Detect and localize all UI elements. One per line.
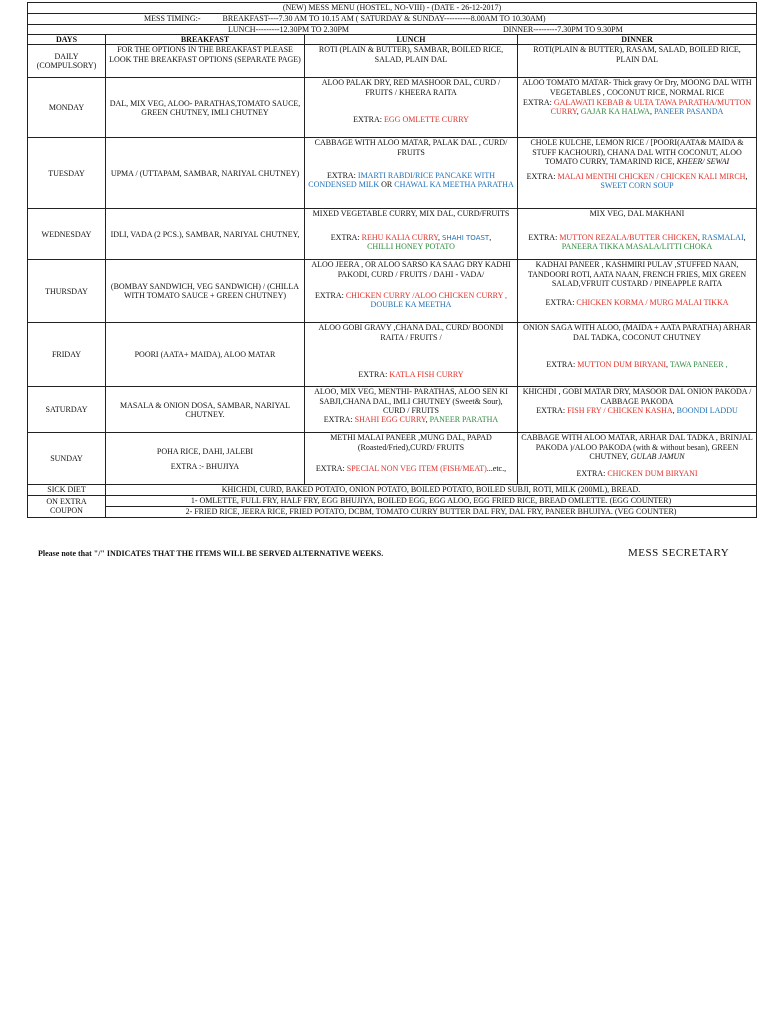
wednesday-breakfast: IDLI, VADA (2 PCS.), SAMBAR, NARIYAL CHUTNEY, [106,209,305,260]
extra-label: EXTRA: [526,171,556,181]
day-sunday: SUNDAY [28,433,106,485]
extra-label: EXTRA: [315,463,345,473]
row-monday [28,78,757,138]
thursday-lunch [305,260,518,323]
tuesday-lunch-items: CABBAGE WITH ALOO MATAR, PALAK DAL , CURD/ FRUITS [314,138,508,157]
mess-menu-table [27,2,757,518]
day-extra-coupon: ON EXTRA COUPON [28,495,106,517]
monday-breakfast: DAL, MIX VEG, ALOO- PARATHAS,TOMATO SAUCE, GREEN CHUTNEY, IMLI CHUTNEY [106,78,305,138]
sunday-lunch-items-2: ,CURD/ FRUITS [408,442,465,452]
day-daily: DAILY (COMPULSORY) [28,45,106,78]
wednesday-lunch-items: MIXED VEGETABLE CURRY, MIX DAL, CURD/FRUITS [312,209,510,219]
extra-label: EXTRA: [545,297,575,307]
row-saturday [28,387,757,433]
wednesday-dinner: MIX VEG, DAL MAKHANI EXTRA: MUTTON REZALA/BUTTER CHICKEN, RASMALAI, PANEERA TIKKA MASALA/LITTI CHOKA [518,209,757,260]
extra-label: EXTRA: [327,170,356,180]
timing-row-2 [28,25,757,35]
friday-lunch [305,323,518,387]
extra-label: EXTRA: [528,232,558,242]
monday-lunch-items: ALOO PALAK DRY, RED MASHOOR DAL, CURD / FRUITS / KHEERA RAITA [321,78,501,97]
friday-dinner: ONION SAGA WITH ALOO, (MAIDA + AATA PARATHA) ARHAR DAL TADKA, COCONUT CHUTNEY EXTRA: MUTTON DUM BIRYANI, TAWA PANEER , [518,323,757,387]
day-friday: FRIDAY [28,323,106,387]
saturday-lunch: ALOO, MIX VEG, MENTHI- PARATHAS, ALOO SEN KI SABJI,CHANA DAL, IMLI CHUTNEY (Sweet& Sour), CURD / FRUITS EXTRA: SHAHI EGG CURRY, PANEER PARATHA [305,387,518,433]
etc-text: ...etc., [486,463,507,473]
sunday-dinner-items-2: , GREEN CHUTNEY, [589,442,739,461]
wednesday-lunch: MIXED VEGETABLE CURRY, MIX DAL, CURD/FRUITS EXTRA: REHU KALIA CURRY, SHAHI TOAST, CHILLI HONEY POTATO [305,209,518,260]
column-header-row [28,35,757,45]
saturday-dinner-items: KHICHDI , GOBI MATAR DRY, MASOOR DAL ONION PAKODA / CABBAGE PAKODA [522,387,752,406]
monday-dinner-items: ALOO TOMATO MATAR- [522,78,612,88]
sunday-breakfast-items: POHA RICE, DAHI, JALEBI [156,446,254,456]
daily-lunch: ROTI (PLAIN & BUTTER), SAMBAR, BOILED RICE, SALAD, PLAIN DAL [305,45,518,78]
tuesday-dinner-items: CHOLE KULCHE, LEMON RICE / [POORI(AATA& MAIDA & STUFF KACHOURI), CHANA DAL WITH COCONUT, ALOO TOMATO CURRY, TAMARIND RICE, [530,138,744,166]
saturday-lunch-items: ALOO, MIX VEG, MENTHI- PARATHAS, ALOO SEN KI SABJI,CHANA DAL, IMLI CHUTNEY [314,387,508,406]
extra-coupon-line-1: 1- OMLETTE, FULL FRY, HALF FRY, EGG BHUJIYA, BOILED EGG, EGG ALOO, EGG FRIED RICE, BREAD OMLETTE. (EGG COUNTER) [106,495,757,506]
thursday-breakfast: (BOMBAY SANDWICH, VEG SANDWICH) / (CHILLA WITH TOMATO SAUCE + GREEN CHUTNEY) [106,260,305,323]
row-sunday [28,433,757,485]
breakfast-timing: BREAKFAST----7.30 AM TO 10.15 AM ( SATURDAY & SUNDAY----------8.00AM TO 10.30AM) [222,14,546,23]
tuesday-dinner: CHOLE KULCHE, LEMON RICE / [POORI(AATA& MAIDA & STUFF KACHOURI), CHANA DAL WITH COCONUT, ALOO TOMATO CURRY, TAMARIND RICE, KHEER/ SEWAI EXTRA: MALAI MENTHI CHICKEN / CHICKEN KALI MIRCH, SWEET CORN SOUP [518,138,757,209]
saturday-lunch-extra-1: SHAHI EGG CURRY [354,414,426,424]
col-days: DAYS [28,35,106,45]
monday-dinner [518,78,757,138]
sunday-lunch-extra: SPECIAL NON VEG ITEM (FISH/MEAT) [346,463,487,473]
friday-dinner-items: ONION SAGA WITH ALOO, (MAIDA + AATA PARATHA) ARHAR DAL TADKA, COCONUT CHUTNEY [523,323,751,342]
saturday-lunch-items-2: CURD / [382,405,410,415]
sunday-lunch-items: METHI MALAI PANEER ,MUNG DAL, PAPAD [330,433,492,443]
saturday-lunch-note: (Sweet& Sour), [452,396,503,406]
sunday-breakfast-extra: EXTRA :- BHUJIYA [170,461,240,471]
alternative-weeks-note: Please note that "/" INDICATES THAT THE ITEMS WILL BE SERVED ALTERNATIVE WEEKS. [38,549,384,558]
monday-dinner-extra-3: PANEER PASANDA [653,106,724,116]
saturday-lunch-extra-2: PANEER PARATHA [429,414,499,424]
row-extra-coupon-2 [28,506,757,517]
row-thursday [28,260,757,323]
tuesday-lunch [305,138,518,209]
monday-dinner-items-2: , MOONG DAL WITH VEGETABLES , COCONUT RICE, NORMAL RICE [549,78,752,97]
thursday-lunch-extra-2: DOUBLE KA MEETHA [370,299,452,309]
menu-title: (NEW) MESS MENU (HOSTEL, NO-VIII) - (DATE - 26-12-2017) [28,3,757,14]
extra-label: EXTRA: [522,97,552,107]
tuesday-lunch-extra-2: CHAWAL KA MEETHA PARATHA [394,179,514,189]
tuesday-dinner-dessert: KHEER/ SEWAI [676,156,730,166]
extra-label: EXTRA: [546,359,576,369]
row-sick-diet [28,485,757,495]
sunday-breakfast [106,433,305,485]
separator: , [649,106,652,116]
row-wednesday [28,209,757,260]
tuesday-dinner-extra-1: MALAI MENTHI CHICKEN / CHICKEN KALI MIRCH [557,171,746,181]
sunday-dinner-items: CABBAGE WITH ALOO MATAR, ARHAR DAL TADKA , BRINJAL PAKODA )/ALOO PAKODA [521,433,753,452]
monday-lunch [305,78,518,138]
thursday-dinner [518,260,757,323]
sunday-dinner-extra: CHICKEN DUM BIRYANI [607,468,698,478]
extra-label: EXTRA: [314,290,344,300]
sunday-dinner-note: (with & without besan) [633,442,708,452]
extra-label: EXTRA: [576,468,606,478]
friday-lunch-items: ALOO GOBI GRAVY ,CHANA DAL, CURD/ BOONDI RAITA / FRUITS / [318,323,504,342]
col-lunch: LUNCH [305,35,518,45]
monday-dinner-note: Thick gravy Or Dry [613,78,677,88]
wednesday-lunch-extra-2: SHAHI TOAST [441,233,490,242]
sick-diet-items: KHICHDI, CURD, BAKED POTATO, ONION POTATO, BOILED POTATO, BOILED SUBJI, ROTI, MILK (200ML), BREAD. [106,485,757,495]
row-tuesday [28,138,757,209]
timing-label: MESS TIMING:- [144,14,201,23]
day-saturday: SATURDAY [28,387,106,433]
thursday-dinner-extra: CHICKEN KORMA / MURG MALAI TIKKA [576,297,729,307]
col-breakfast: BREAKFAST [106,35,305,45]
extra-label: EXTRA: [358,369,388,379]
day-wednesday: WEDNESDAY [28,209,106,260]
sunday-lunch [305,433,518,485]
day-sick-diet: SICK DIET [28,485,106,495]
thursday-lunch-extra-1: CHICKEN CURRY /ALOO CHICKEN CURRY , [345,290,508,300]
tuesday-breakfast: UPMA / (UTTAPAM, SAMBAR, NARIYAL CHUTNEY) [106,138,305,209]
row-extra-coupon-1 [28,495,757,506]
friday-breakfast: POORI (AATA+ MAIDA), ALOO MATAR [106,323,305,387]
wednesday-lunch-extra-1: REHU KALIA CURRY [361,232,438,242]
wednesday-dinner-items: MIX VEG, DAL MAKHANI [589,209,685,219]
mess-secretary-signature: MESS SECRETARY [628,547,730,559]
daily-dinner: ROTI(PLAIN & BUTTER), RASAM, SALAD, BOILED RICE, PLAIN DAL [518,45,757,78]
tuesday-dinner-extra-2: SWEET CORN SOUP [600,181,674,191]
friday-dinner-extra-1: MUTTON DUM BIRYANI [577,359,667,369]
monday-dinner-extra-2: GAJAR KA HALWA [580,106,650,116]
wednesday-dinner-extra-3: PANEERA TIKKA MASALA/LITTI CHOKA [561,241,713,251]
wednesday-lunch-extra-3: CHILLI HONEY POTATO [367,241,455,251]
extra-label: EXTRA: [323,414,353,424]
saturday-dinner: KHICHDI , GOBI MATAR DRY, MASOOR DAL ONION PAKODA / CABBAGE PAKODA EXTRA: FISH FRY / CHICKEN KASHA, BOONDI LADDU [518,387,757,433]
friday-dinner-extra-2: TAWA PANEER , [669,359,728,369]
monday-lunch-extra: EGG OMLETTE CURRY [384,114,469,124]
thursday-lunch-items: ALOO JEERA , OR ALOO SARSO KA SAAG DRY KADHI PAKODI, CURD / FRUITS / DAHI - VADA/ [311,260,511,279]
sunday-dinner-dessert: GULAB JAMUN [630,451,685,461]
day-thursday: THURSDAY [28,260,106,323]
wednesday-dinner-extra-2: RASMALAI [701,232,744,242]
saturday-dinner-extra-1: FISH FRY / CHICKEN KASHA [567,405,673,415]
row-friday [28,323,757,387]
daily-breakfast: FOR THE OPTIONS IN THE BREAKFAST PLEASE LOOK THE BREAKFAST OPTIONS (SEPARATE PAGE) [106,45,305,78]
sunday-lunch-note: (Roasted/Fried) [357,442,409,452]
tuesday-lunch-extra-1: IMARTI RABDI/RICE PANCAKE WITH CONDENSED MILK [308,170,495,189]
saturday-lunch-fruits: FRUITS [411,405,439,415]
extra-coupon-line-2: 2- FRIED RICE, JEERA RICE, FRIED POTATO, DCBM, TOMATO CURRY BUTTER DAL FRY, DAL FRY, PANEER BHUJIYA. (VEG COUNTER) [106,506,757,517]
dinner-timing: DINNER---------7.30PM TO 9.30PM [503,25,623,34]
day-monday: MONDAY [28,78,106,138]
friday-lunch-extra: KATLA FISH CURRY [389,369,464,379]
or-text: OR [381,179,393,189]
saturday-dinner-extra-2: BOONDI LADDU [676,405,738,415]
row-daily [28,45,757,78]
extra-label: EXTRA: [330,232,360,242]
day-tuesday: TUESDAY [28,138,106,209]
wednesday-dinner-extra-1: MUTTON REZALA/BUTTER CHICKEN [559,232,698,242]
saturday-breakfast: MASALA & ONION DOSA, SAMBAR, NARIYAL CHUTNEY. [106,387,305,433]
sunday-dinner [518,433,757,485]
lunch-timing: LUNCH---------12.30PM TO 2.30PM [228,25,350,34]
separator: , [576,106,579,116]
monday-dinner-extra-1: GALAWATI KEBAB & ULTA TAWA PARATHA/MUTTON CURRY [550,97,752,116]
timing-row-1 [28,14,757,25]
extra-label: EXTRA: [353,114,382,124]
extra-label: EXTRA: [536,405,566,415]
thursday-dinner-items: KADHAI PANEER , KASHMIRI PULAV ,STUFFED NAAN, TANDOORI ROTI, AATA NAAN, FRENCH FRIES, MIX GREEN SALAD,VFRUIT CUSTARD / PINEAPPLE RAITA [527,260,747,288]
col-dinner: DINNER [518,35,757,45]
